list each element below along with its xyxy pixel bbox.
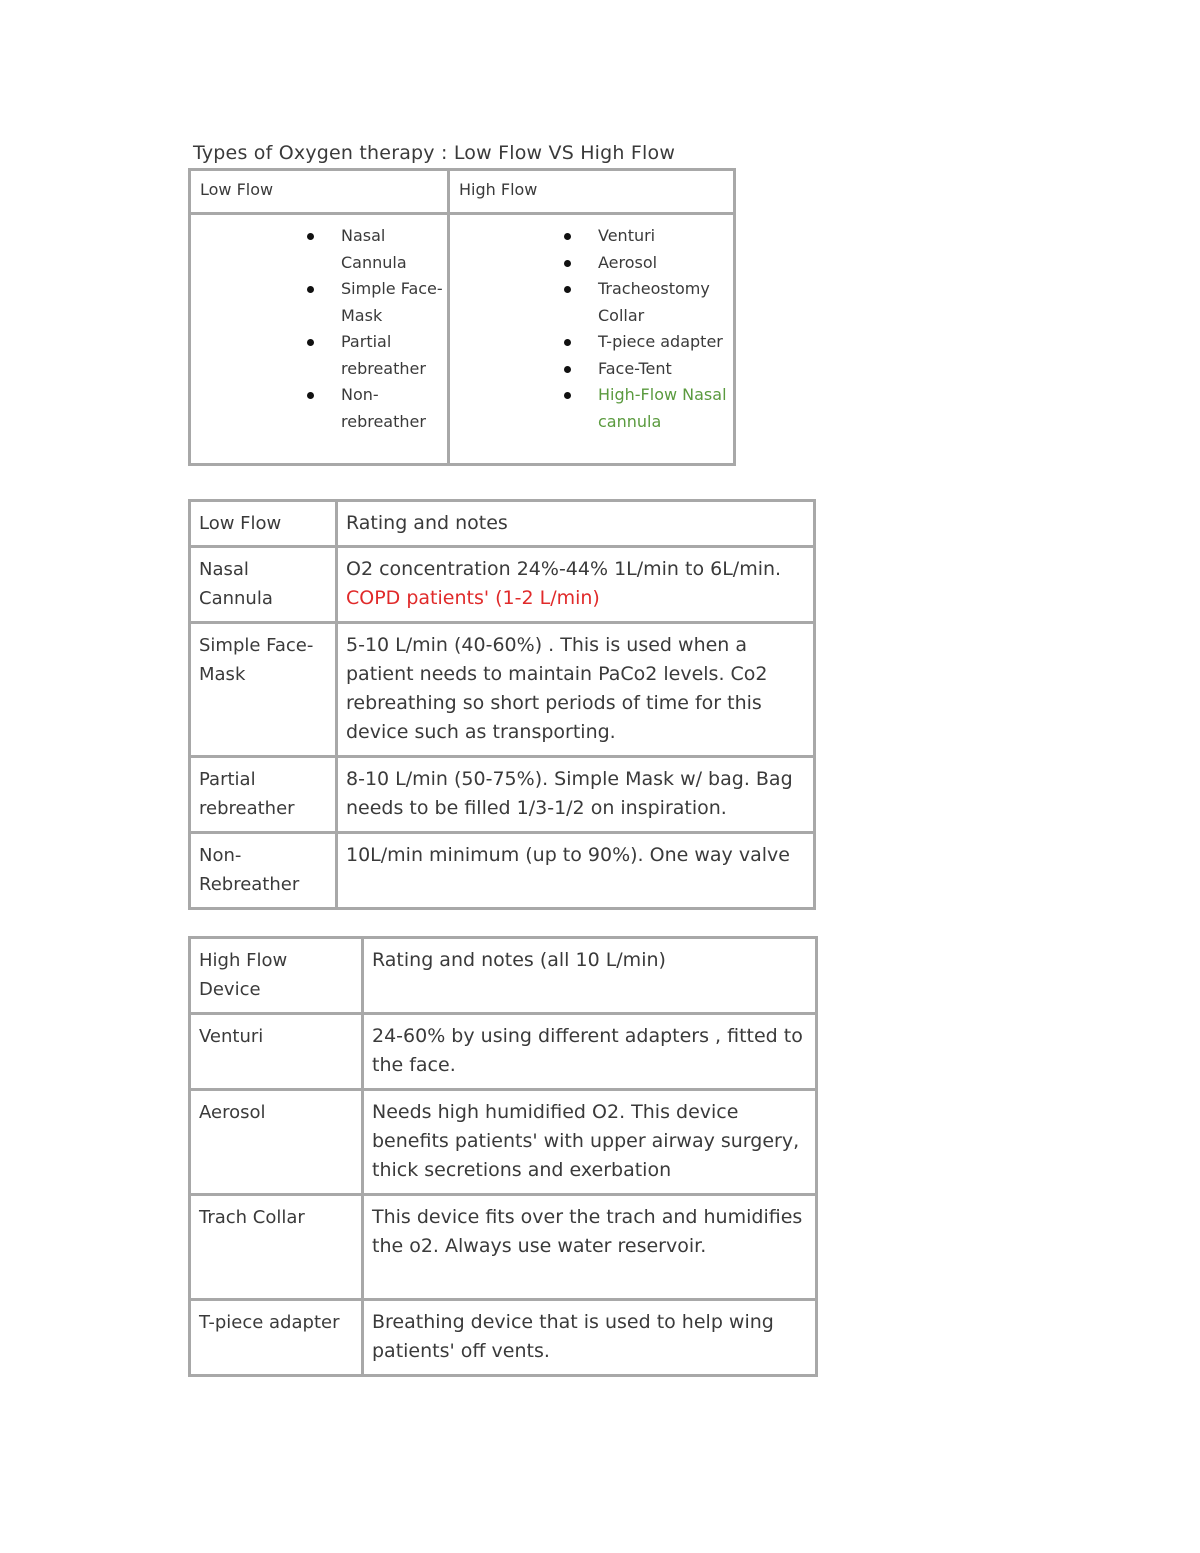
list-item-highlight: High-Flow Nasal cannula (598, 382, 736, 435)
header-device: High Flow Device (190, 938, 363, 1014)
low-flow-list-cell (190, 214, 449, 465)
device-name: Nasal Cannula (190, 547, 337, 623)
device-notes: This device fits over the trach and humidifies the o2. Always use water reservoir. (363, 1195, 817, 1300)
table-row (190, 547, 815, 623)
list-item: Venturi (598, 223, 736, 250)
table-row (190, 1300, 817, 1376)
notes-alert-text: COPD patients' (1-2 L/min) (346, 587, 600, 609)
table-row (190, 1014, 817, 1090)
comparison-body-row (190, 214, 735, 465)
high-flow-list-cell (449, 214, 735, 465)
list-item: T-piece adapter (598, 329, 736, 356)
list-item: Nasal Cannula (341, 223, 451, 276)
device-notes: 10L/min minimum (up to 90%). One way valve (337, 833, 815, 909)
table-header-row (190, 938, 817, 1014)
header-high-flow: High Flow (449, 170, 735, 214)
table-row (190, 1195, 817, 1300)
device-name: Venturi (190, 1014, 363, 1090)
list-item: Simple Face-Mask (341, 276, 451, 329)
table-row (190, 757, 815, 833)
comparison-header-row (190, 170, 735, 214)
comparison-table (188, 168, 736, 466)
header-notes: Rating and notes (337, 501, 815, 547)
low-flow-list (341, 223, 451, 435)
table-row (190, 833, 815, 909)
device-notes: 5-10 L/min (40-60%) . This is used when a patient needs to maintain PaCo2 levels. Co2 rebreathing so short periods of time for this device such as transporting. (337, 623, 815, 757)
low-flow-table (188, 499, 816, 910)
table-row (190, 1090, 817, 1195)
device-name: T-piece adapter (190, 1300, 363, 1376)
high-flow-list (598, 223, 736, 435)
list-item: Aerosol (598, 250, 736, 277)
device-name: Aerosol (190, 1090, 363, 1195)
list-item: Face-Tent (598, 356, 736, 383)
table-row (190, 623, 815, 757)
list-item: Partial rebreather (341, 329, 451, 382)
device-name: Non-Rebreather (190, 833, 337, 909)
device-name: Simple Face-Mask (190, 623, 337, 757)
device-name: Partial rebreather (190, 757, 337, 833)
list-item: Tracheostomy Collar (598, 276, 736, 329)
header-low-flow: Low Flow (190, 170, 449, 214)
notes-text: O2 concentration 24%-44% 1L/min to 6L/min. (346, 558, 782, 580)
header-notes: Rating and notes (all 10 L/min) (363, 938, 817, 1014)
header-device: Low Flow (190, 501, 337, 547)
high-flow-table (188, 936, 818, 1377)
device-notes: 8-10 L/min (50-75%). Simple Mask w/ bag. Bag needs to be filled 1/3-1/2 on inspiration. (337, 757, 815, 833)
table-header-row (190, 501, 815, 547)
device-notes (337, 547, 815, 623)
page-title: Types of Oxygen therapy : Low Flow VS High Flow (193, 142, 676, 164)
device-notes: Breathing device that is used to help wing patients' off vents. (363, 1300, 817, 1376)
list-item: Non-rebreather (341, 382, 451, 435)
device-notes: Needs high humidified O2. This device benefits patients' with upper airway surgery, thick secretions and exerbation (363, 1090, 817, 1195)
device-name: Trach Collar (190, 1195, 363, 1300)
device-notes: 24-60% by using different adapters , fitted to the face. (363, 1014, 817, 1090)
